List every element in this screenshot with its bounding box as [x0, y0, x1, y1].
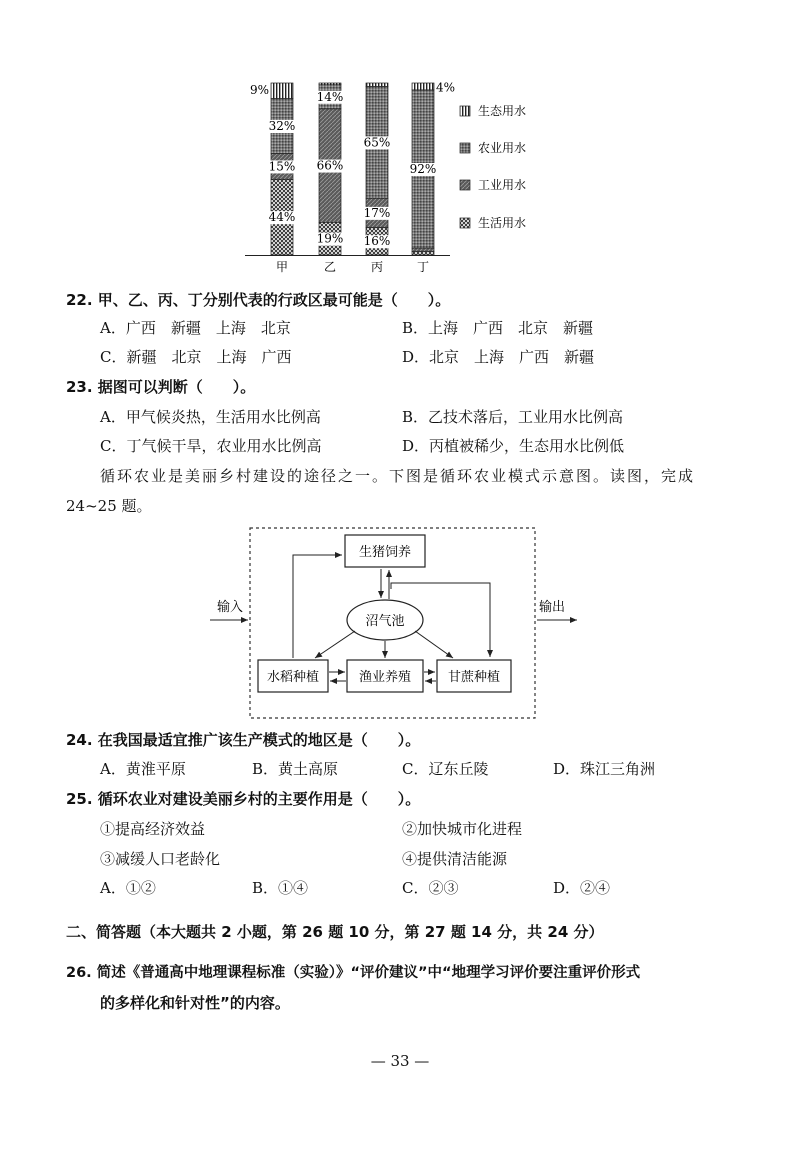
q25-statement-3: ③减缓人口老龄化: [100, 850, 221, 868]
legend-label: 生活用水: [478, 216, 527, 230]
q23-stem: 23. 据图可以判断（ ）。: [66, 378, 256, 396]
q25-option-b[interactable]: B．①④: [252, 879, 309, 897]
category-label: 丁: [416, 260, 430, 274]
intro-line-2: 24~25 题。: [66, 497, 152, 515]
q23-option-b[interactable]: B．乙技术落后，工业用水比例高: [402, 408, 624, 426]
bar-segment: [412, 252, 434, 255]
bar-segment: [412, 248, 434, 251]
q24-option-a[interactable]: A．黄淮平原: [100, 760, 186, 778]
q25-statement-1: ①提高经济效益: [100, 820, 206, 838]
q22-option-c[interactable]: C．新疆 北京 上海 广西: [100, 348, 292, 366]
category-label: 甲: [275, 260, 289, 274]
q22-option-a[interactable]: A．广西 新疆 上海 北京: [100, 319, 291, 337]
legend-label: 工业用水: [478, 178, 527, 192]
data-label: 19%: [316, 231, 344, 246]
page-number: — 33 —: [370, 1052, 430, 1070]
legend-swatch: [460, 106, 470, 116]
data-label: 9%: [249, 83, 269, 97]
data-label: 32%: [268, 119, 296, 133]
q24-stem: 24. 在我国最适宜推广该生产模式的地区是（ ）。: [66, 731, 421, 749]
data-label: 16%: [363, 234, 391, 249]
q25-option-c[interactable]: C．②③: [402, 879, 459, 897]
legend-swatch: [460, 180, 470, 190]
section-2-heading: 二、简答题（本大题共 2 小题，第 26 题 10 分，第 27 题 14 分，共 24 分）: [66, 923, 604, 941]
q24-option-c[interactable]: C．辽东丘陵: [402, 760, 489, 778]
input-label: 输入: [217, 600, 244, 615]
legend-swatch: [460, 218, 470, 228]
bar-segment: [271, 83, 293, 98]
q26-line-1: 26. 简述《普通高中地理课程标准（实验）》“评价建议”中“地理学习评价要注重评价形式: [66, 965, 641, 981]
circular-agriculture-diagram: [205, 525, 590, 725]
category-label: 乙: [323, 260, 337, 274]
legend-label: 农业用水: [478, 141, 527, 155]
bar-segment: [319, 83, 341, 85]
legend-label: 生态用水: [478, 104, 527, 118]
sugarcane-planting-label: 甘蔗种植: [447, 670, 501, 685]
q22-stem: 22. 甲、乙、丙、丁分别代表的行政区最可能是（ ）。: [66, 291, 451, 309]
data-label: 4%: [436, 80, 456, 95]
q25-statement-4: ④提供清洁能源: [402, 850, 508, 868]
pig-farming-label: 生猪饲养: [358, 545, 412, 560]
bar-segment: [366, 83, 388, 86]
legend-swatch: [460, 143, 470, 153]
data-label: 14%: [316, 89, 344, 104]
q25-option-a[interactable]: A．①②: [100, 879, 156, 897]
q24-option-b[interactable]: B．黄土高原: [252, 760, 339, 778]
data-label: 17%: [363, 205, 391, 220]
intro-line-1: 循环农业是美丽乡村建设的途径之一。下图是循环农业模式示意图。读图，完成: [100, 467, 696, 485]
q24-option-d[interactable]: D．珠江三角洲: [553, 760, 656, 778]
category-label: 丙: [370, 260, 384, 274]
water-use-chart: [240, 75, 560, 285]
q22-option-b[interactable]: B．上海 广西 北京 新疆: [402, 319, 594, 337]
bar-segment: [412, 83, 434, 90]
biogas-pit-label: 沼气池: [365, 614, 405, 629]
data-label: 66%: [316, 158, 344, 173]
q23-option-a[interactable]: A．甲气候炎热，生活用水比例高: [100, 408, 321, 426]
q25-stem: 25. 循环农业对建设美丽乡村的主要作用是（ ）。: [66, 790, 421, 808]
q26-line-2: 的多样化和针对性”的内容。: [100, 994, 290, 1012]
data-label: 65%: [363, 135, 391, 150]
q25-statement-2: ②加快城市化进程: [402, 820, 523, 838]
q22-option-d[interactable]: D．北京 上海 广西 新疆: [402, 348, 595, 366]
data-label: 92%: [409, 162, 437, 176]
data-label: 15%: [268, 159, 296, 174]
rice-planting-label: 水稻种植: [266, 670, 320, 685]
fish-farming-label: 渔业养殖: [358, 670, 412, 685]
q25-option-d[interactable]: D．②④: [553, 879, 611, 897]
data-label: 44%: [268, 210, 296, 225]
q23-option-d[interactable]: D．丙植被稀少，生态用水比例低: [402, 437, 625, 455]
q23-option-c[interactable]: C．丁气候干旱，农业用水比例高: [100, 437, 322, 455]
output-label: 输出: [539, 600, 566, 615]
